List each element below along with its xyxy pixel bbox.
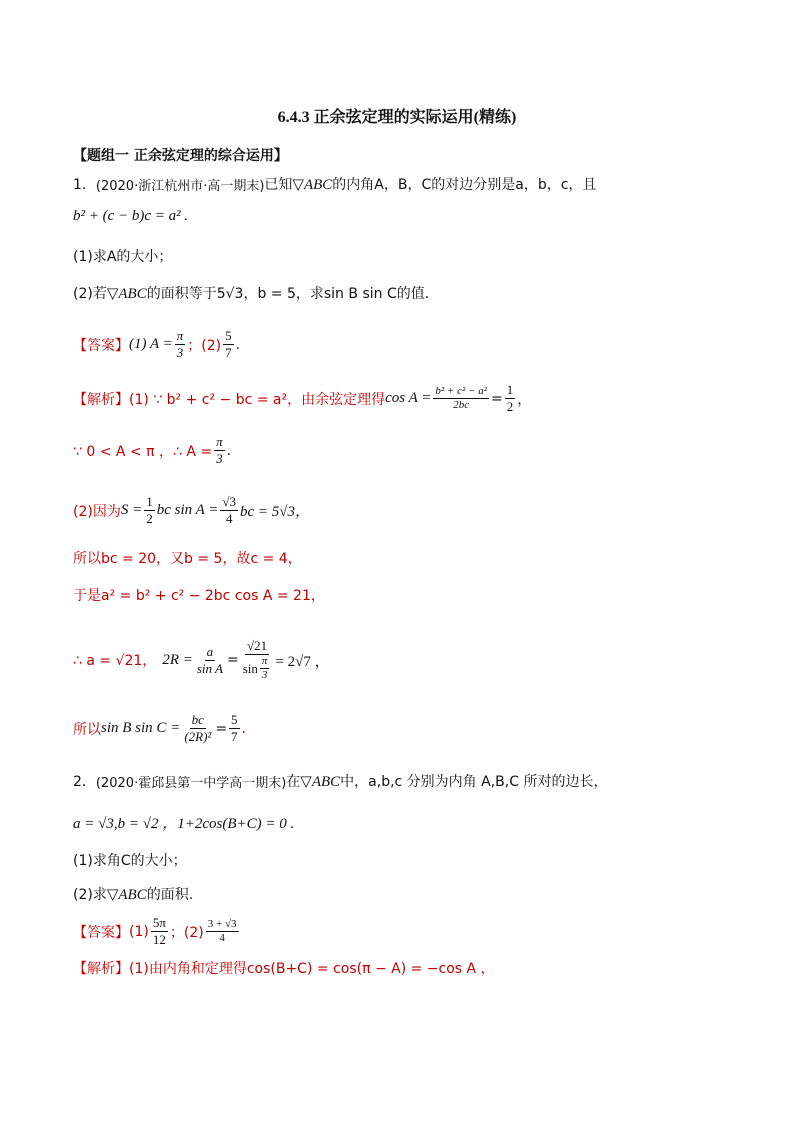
answer-1: (1) A = (129, 336, 173, 352)
answer-1-fraction (175, 328, 186, 361)
sqrt3-over-4-fraction (220, 494, 238, 527)
sinB-sinC-expr: sin B sin C = (101, 720, 181, 736)
answer-end: . (235, 336, 241, 353)
analysis-line-1 (73, 382, 531, 415)
fraction-numerator: 5π (152, 915, 166, 930)
analysis-line-5 (73, 585, 325, 605)
fraction-denominator: 3 (176, 345, 184, 360)
area-symbol: S = (120, 502, 143, 518)
analysis-line-6 (73, 638, 330, 682)
fraction-denominator: 12 (152, 932, 166, 947)
problem2-number: 2． (73, 774, 96, 790)
question-2-b: 的面积. (146, 887, 194, 903)
question-2-a: (2)若 (73, 286, 107, 302)
punctuation: . (226, 442, 232, 459)
problem1-source: (2020·浙江杭州市·高一期末) (95, 178, 265, 194)
triangle-symbol: ▽ABC (106, 285, 147, 302)
analysis-line-4 (73, 548, 302, 568)
analysis-text: 于是a² = b² + c² − 2bc cos A = 21， (73, 588, 325, 604)
analysis-line-2 (73, 434, 231, 467)
fraction-denominator: 4 (225, 511, 233, 526)
punctuation: ， (517, 391, 532, 408)
fraction-denominator: 3 (216, 451, 223, 466)
equals: = (215, 720, 228, 737)
equals: = (491, 390, 503, 407)
problem2-q1 (73, 850, 187, 870)
answer-tag: 【答案】 (73, 924, 129, 941)
fraction-numerator: π (216, 434, 223, 449)
equals: = (227, 652, 239, 668)
fraction-denominator: sin A (196, 660, 223, 676)
problem1-stem-a: 已知 (264, 177, 293, 193)
fraction-denominator: 7 (225, 345, 232, 360)
fraction-denominator: 2bc (453, 399, 470, 411)
problem2-analysis (73, 958, 495, 978)
fraction-denominator: 7 (231, 729, 238, 744)
fraction-denominator: 4 (219, 932, 225, 944)
problem2-stem (73, 771, 607, 791)
fraction-numerator: a (206, 643, 214, 659)
analysis-text: (1) ∵ b² + c² − bc = a²，由余弦定理得 (129, 391, 386, 408)
area-answer-fraction (206, 918, 239, 945)
fraction-numerator: √21 (247, 638, 268, 653)
fraction-denominator: 2 (146, 511, 153, 526)
fraction-numerator: π (261, 655, 268, 667)
answer-tag: 【答案】 (73, 337, 129, 354)
analysis-line-3 (73, 494, 310, 527)
analysis-text: ∴ a = √21， (73, 653, 157, 669)
sin-label: sin (242, 660, 258, 676)
bc-over-2R-fraction (182, 712, 213, 745)
fraction-numerator: 1 (146, 494, 153, 509)
triangle-symbol: ▽ABC (292, 176, 333, 193)
fraction-numerator: π (176, 328, 184, 343)
question-2-a: (2)求 (73, 887, 107, 903)
fraction-numerator: b² + c² − a² (435, 385, 487, 397)
fraction-numerator: bc (191, 712, 204, 727)
analysis-text: (2)因为 (73, 503, 121, 520)
analysis-text: 所以bc = 20，又b = 5，故c = 4， (73, 551, 302, 567)
circumradius-result: = 2√7 ， (275, 653, 330, 670)
circumradius-expr: 2R = (162, 651, 193, 668)
analysis-text: 所以 (73, 721, 101, 738)
problem1-q2 (73, 283, 439, 303)
problem1-number: 1． (73, 177, 96, 193)
triangle-symbol: ▽ABC (300, 773, 341, 790)
problem2-stem-b: 中，a,b,c 分别为内角 A,B,C 所对的边长， (340, 774, 608, 790)
fraction-numerator: √3 (222, 494, 237, 509)
area-expr: bc sin A = (156, 502, 219, 518)
fraction-denominator (241, 655, 274, 682)
fraction-denominator: 3 (261, 669, 268, 681)
problem2-stem-a: 在 (286, 774, 301, 790)
question-1: (1)求A的大小； (73, 249, 173, 265)
punctuation: . (241, 720, 246, 737)
condition-formula: a = √3,b = √2 ，1+2cos(B+C) = 0 . (73, 816, 295, 832)
question-2-b: 的面积等于5√3，b = 5，求sin B sin C的值． (146, 286, 439, 302)
problem2-q2 (73, 884, 193, 904)
fraction-numerator: 1 (506, 382, 514, 397)
half-fraction (505, 382, 516, 415)
fraction-denominator: (2R)² (184, 729, 212, 744)
page-title: 6.4.3 正余弦定理的实际运用(精练) (277, 109, 517, 126)
fraction-denominator: 2 (506, 399, 514, 414)
question-1: (1)求角C的大小； (73, 853, 187, 869)
answer-2-label: ；(2) (187, 337, 222, 354)
problem1-q1 (73, 246, 172, 266)
analysis-tag: 【解析】 (73, 391, 129, 408)
answer-1-label: (1) (129, 923, 149, 940)
answer-2-label: ；(2) (169, 924, 204, 941)
pi-third-fraction (214, 434, 225, 467)
fraction-numerator: 5 (231, 712, 238, 727)
problem1-stem (73, 174, 596, 194)
area-result: bc = 5√3， (240, 504, 311, 520)
group-heading: 【题组一 正余弦定理的综合运用】 (73, 148, 288, 164)
fraction-numerator: 3 + √3 (207, 918, 237, 930)
cosine-fraction (433, 385, 489, 412)
answer-2-fraction (223, 328, 234, 361)
analysis-text: (1)由内角和定理得cos(B+C) = cos(π − A) = −cos A ， (129, 961, 495, 977)
problem2-answer (73, 915, 241, 948)
five-sevenths-fraction (229, 712, 240, 745)
problem1-stem-b: 的内角A，B，C的对边分别是a，b，c，且 (332, 177, 597, 193)
condition-formula: b² + (c − b)c = a² . (73, 208, 189, 224)
problem1-answer (73, 328, 240, 361)
inner-pi-third-fraction (260, 655, 270, 682)
a-over-sinA-fraction (195, 644, 225, 677)
problem2-source: (2020·霍邱县第一中学高一期末) (95, 775, 287, 791)
analysis-text: ∵ 0 < A < π ，∴ A = (73, 443, 213, 460)
half-fraction (144, 494, 155, 527)
cos-expr: cos A = (385, 390, 432, 406)
problem1-condition (73, 208, 188, 225)
problem2-condition (73, 812, 294, 833)
triangle-symbol: ▽ABC (106, 886, 147, 903)
analysis-tag: 【解析】 (73, 961, 129, 977)
fraction-numerator: 5 (225, 328, 232, 343)
five-pi-twelfths-fraction (151, 915, 168, 948)
sqrt21-over-sin-fraction (241, 638, 274, 682)
analysis-line-7 (73, 712, 246, 745)
